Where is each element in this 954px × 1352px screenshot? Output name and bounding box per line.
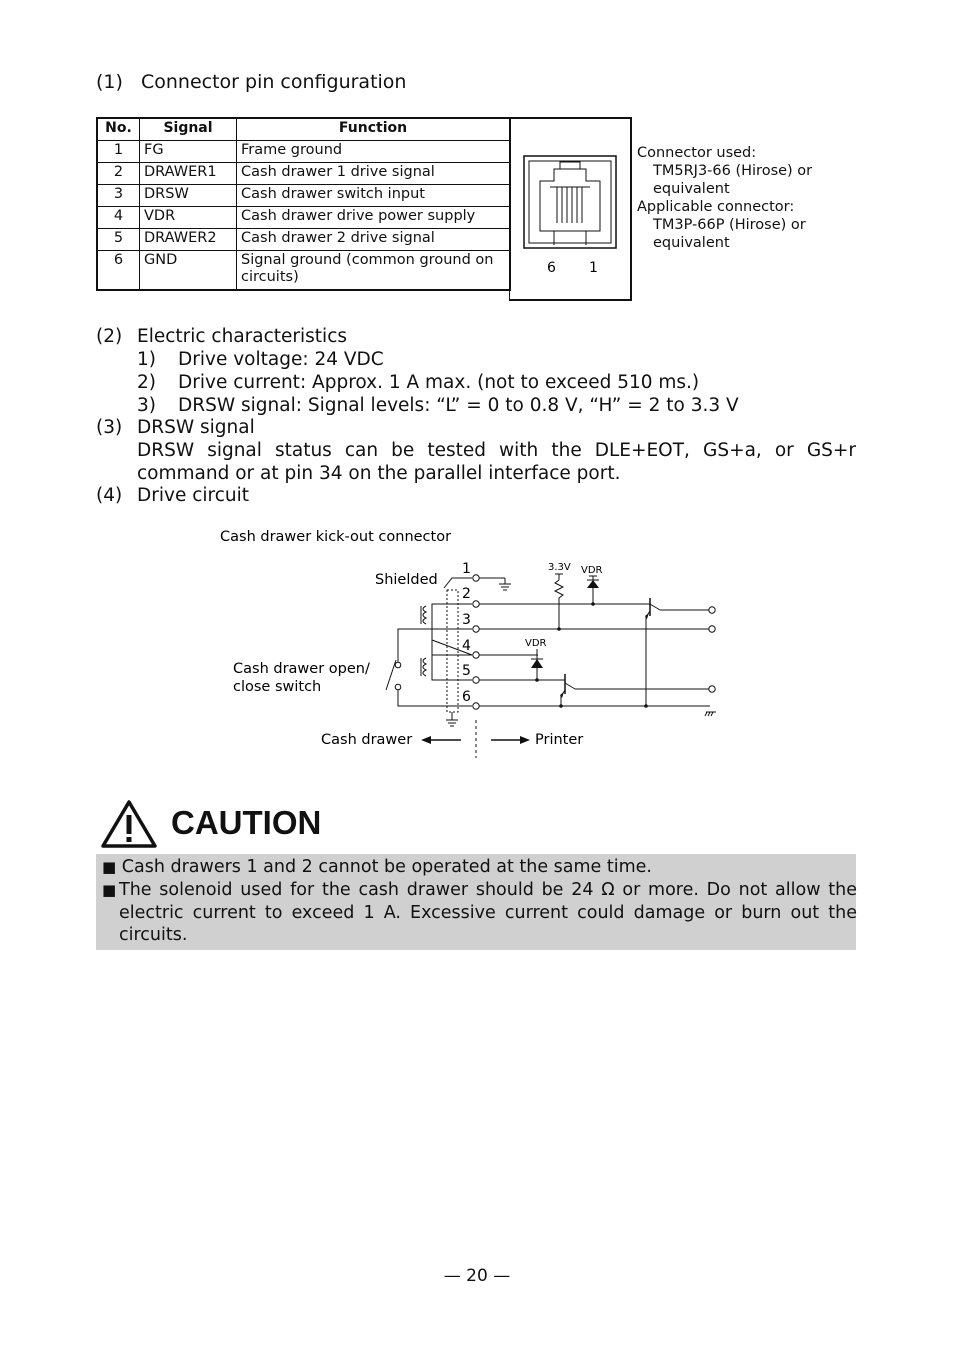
circuit-pin-2: 2 (462, 586, 471, 602)
caution-item (102, 856, 852, 879)
circuit-pin-1: 1 (462, 561, 471, 577)
switch-label-1: Cash drawer open/ (233, 661, 370, 677)
connector-used-value-2: equivalent (653, 181, 730, 197)
item-text: Drive voltage: 24 VDC (178, 349, 384, 370)
caution-item (102, 879, 857, 947)
cash-drawer-side-label: Cash drawer (321, 732, 413, 748)
section-2-number: (2) (96, 326, 123, 347)
section-4-heading (96, 484, 122, 507)
pin-function: Cash drawer drive power supply (237, 206, 511, 228)
circuit-pin-5: 5 (462, 663, 471, 679)
connector-used-value: TM5RJ3-66 (Hirose) or (653, 163, 813, 179)
pin-signal: GND (140, 250, 237, 290)
bullet-square-icon: ■ (102, 858, 117, 876)
pin-function: Frame ground (237, 140, 511, 162)
pin-function: Signal ground (common ground on circuits) (237, 250, 511, 290)
connector-note (637, 144, 812, 252)
section-3-title: DRSW signal (137, 417, 255, 438)
table-row (97, 140, 510, 162)
pin-no: 1 (97, 140, 140, 162)
table-row (97, 206, 510, 228)
pin-function: Cash drawer 1 drive signal (237, 162, 511, 184)
section-1-heading (96, 71, 406, 93)
printer-side-label: Printer (535, 732, 584, 748)
applicable-connector-label: Applicable connector: (637, 199, 795, 215)
applicable-connector-value: TM3P-66P (Hirose) or (653, 217, 806, 233)
circuit-caption: Cash drawer kick-out connector (220, 529, 452, 545)
header-function: Function (237, 118, 511, 140)
section-2 (96, 325, 866, 417)
list-item (96, 394, 866, 417)
bullet-square-icon: ■ (102, 881, 117, 899)
page-number: — 20 — (443, 1266, 511, 1286)
section-3-heading (96, 416, 122, 439)
section-4-number: (4) (96, 485, 123, 506)
section-3-text: DRSW signal status can be tested with the DLE+EOT, GS+a, or GS+r command or at pin 34 on the parallel interface port. (137, 440, 856, 484)
section-4-title: Drive circuit (137, 485, 250, 506)
circuit-pin-6: 6 (462, 689, 471, 705)
section-1-title: Connector pin configuration (140, 71, 407, 93)
pin-function: Cash drawer switch input (237, 184, 511, 206)
caution-text: The solenoid used for the cash drawer should be 24 Ω or more. Do not allow the electric current to exceed 1 A. Excessive current could damage or burn out the circuits. (119, 880, 857, 945)
circuit-pin-4: 4 (462, 638, 471, 654)
pin-no: 3 (97, 184, 140, 206)
circuit-pin-3: 3 (462, 612, 471, 628)
pin-signal: DRSW (140, 184, 237, 206)
v33-label: 3.3V (548, 562, 571, 573)
rj-connector-icon (510, 119, 631, 299)
section-3-number: (3) (96, 417, 123, 438)
switch-label-2: close switch (233, 679, 322, 695)
item-number: 1) (137, 349, 156, 370)
pin-no: 5 (97, 228, 140, 250)
connector-used-label: Connector used: (637, 145, 757, 161)
item-text: Drive current: Approx. 1 A max. (not to exceed 510 ms.) (178, 372, 700, 393)
caution-text: Cash drawers 1 and 2 cannot be operated at the same time. (121, 857, 652, 877)
pin-function: Cash drawer 2 drive signal (237, 228, 511, 250)
list-item (96, 348, 866, 371)
pin-configuration-table (96, 117, 511, 291)
pin-label-1: 1 (589, 260, 598, 276)
table-row (97, 184, 510, 206)
vdr-label-top: VDR (581, 565, 603, 576)
header-signal: Signal (140, 118, 237, 140)
vdr-label-mid: VDR (525, 638, 547, 649)
connector-drawing-box (509, 117, 632, 301)
pin-signal: FG (140, 140, 237, 162)
caution-box (96, 854, 856, 950)
pin-no: 4 (97, 206, 140, 228)
item-text: DRSW signal: Signal levels: “L” = 0 to 0.8 V, “H” = 2 to 3.3 V (178, 395, 739, 416)
list-item (96, 371, 866, 394)
warning-triangle-icon (100, 798, 158, 850)
applicable-connector-value-2: equivalent (653, 235, 730, 251)
pin-signal: DRAWER1 (140, 162, 237, 184)
drive-circuit-diagram (0, 520, 954, 770)
section-2-title: Electric characteristics (137, 326, 348, 347)
pin-signal: VDR (140, 206, 237, 228)
header-no: No. (97, 118, 140, 140)
item-number: 2) (137, 372, 156, 393)
table-row (97, 228, 510, 250)
item-number: 3) (137, 395, 156, 416)
section-1-number: (1) (96, 71, 123, 93)
table-row (97, 250, 510, 290)
shielded-label: Shielded (375, 572, 438, 588)
caution-title: CAUTION (171, 804, 322, 841)
pin-no: 6 (97, 250, 140, 290)
pin-label-6: 6 (547, 260, 556, 276)
table-row (97, 162, 510, 184)
pin-no: 2 (97, 162, 140, 184)
pin-signal: DRAWER2 (140, 228, 237, 250)
